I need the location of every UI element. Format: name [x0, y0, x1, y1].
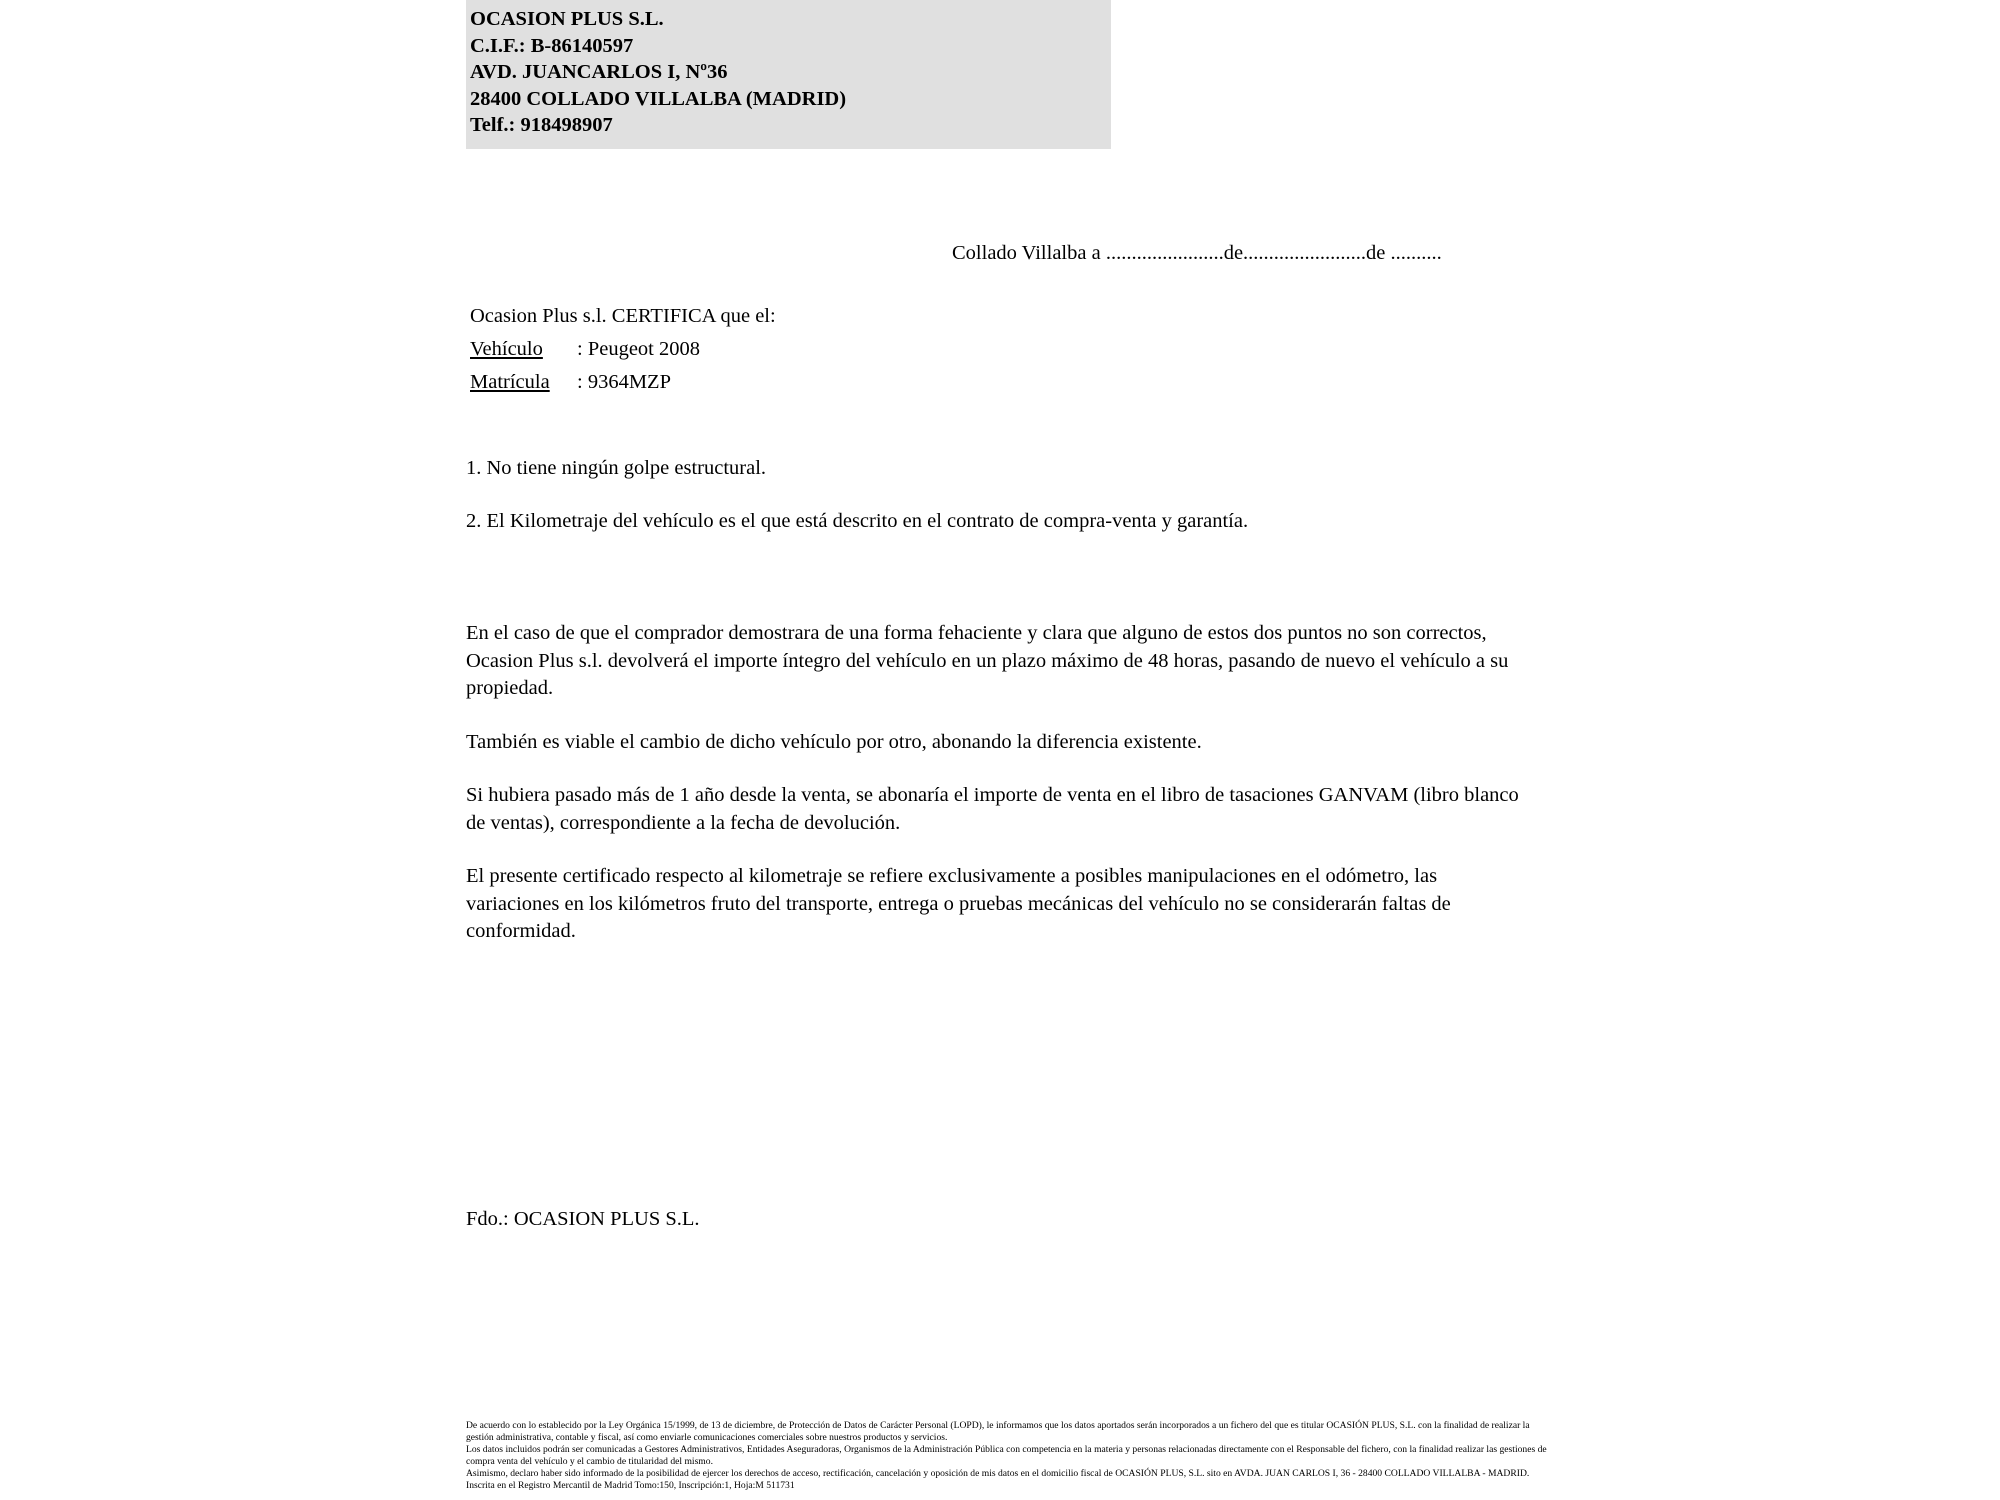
plate-label: Matrícula	[470, 371, 550, 393]
place-date-line: Collado Villalba a .......................de........................de ..........	[952, 242, 1442, 264]
legal-paragraph-2: Los datos incluidos podrán ser comunicadas a Gestores Administrativos, Entidades Aseguradoras, Organismos de la Administración Pública con competencia en la materia y personas relacionadas directamente con el Responsable del fichero, con la finalidad realizar las gestiones de compra venta del vehículo y el cambio de titularidad del mismo.	[466, 1444, 1547, 1467]
company-name: OCASION PLUS S.L.	[470, 8, 664, 30]
body-paragraphs	[466, 620, 1531, 972]
certification-block	[470, 300, 776, 399]
certified-point-1: 1. No tiene ningún golpe estructural.	[466, 457, 767, 479]
company-cif: C.I.F.: B-86140597	[470, 34, 634, 57]
vehicle-row	[470, 333, 776, 366]
company-city: 28400 COLLADO VILLALBA (MADRID)	[470, 87, 847, 110]
certified-points-list	[466, 455, 1566, 561]
paragraph-exchange: También es viable el cambio de dicho vehículo por otro, abonando la diferencia existente.	[466, 730, 1202, 753]
vehicle-value: : Peugeot 2008	[577, 338, 700, 360]
legal-footer	[466, 1420, 1556, 1493]
company-street: AVD. JUANCARLOS I, Nº36	[470, 61, 728, 83]
vehicle-label: Vehículo	[470, 338, 543, 360]
paragraph-refund: En el caso de que el comprador demostrara de una forma fehaciente y clara que alguno de estos dos puntos no son correctos, Ocasion Plus s.l. devolverá el importe íntegro del vehículo en un plazo máximo de 48 horas, pasando de nuevo el vehículo a su propiedad.	[466, 622, 1509, 699]
plate-value: : 9364MZP	[577, 371, 671, 393]
paragraph-ganvam: Si hubiera pasado más de 1 año desde la venta, se abonaría el importe de venta en el libro de tasaciones GANVAM (libro blanco de ventas), correspondiente a la fecha de devolución.	[466, 784, 1519, 834]
signature-line: Fdo.: OCASION PLUS S.L.	[466, 1208, 700, 1230]
legal-paragraph-3: Asimismo, declaro haber sido informado de la posibilidad de ejercer los derechos de acceso, rectificación, cancelación y oposición de mis datos en el domicilio fiscal de OCASIÓN PLUS, S.L. sito en AVDA. JUAN CARLOS I, 36 - 28400 COLLADO VILLALBA - MADRID. Inscrita en el Registro Mercantil de Madrid Tomo:150, Inscripción:1, Hoja:M 511731	[466, 1468, 1530, 1491]
company-phone: Telf.: 918498907	[470, 114, 613, 136]
certification-intro: Ocasion Plus s.l. CERTIFICA que el:	[470, 305, 776, 327]
plate-row	[470, 366, 776, 399]
letterhead-block	[466, 0, 1111, 149]
legal-paragraph-1: De acuerdo con lo establecido por la Ley Orgánica 15/1999, de 13 de diciembre, de Protección de Datos de Carácter Personal (LOPD), le informamos que los datos aportados serán incorporados a un fichero del que es titular OCASIÓN PLUS, S.L. con la finalidad de realizar la gestión administrativa, contable y fiscal, así como enviarle comunicaciones comerciales sobre nuestros productos y servicios.	[466, 1420, 1530, 1443]
paragraph-odometer: El presente certificado respecto al kilometraje se refiere exclusivamente a posibles manipulaciones en el odómetro, las variaciones en los kilómetros fruto del transporte, entrega o pruebas mecánicas del vehículo no se considerarán faltas de conformidad.	[466, 865, 1451, 942]
certified-point-2: 2. El Kilometraje del vehículo es el que está descrito en el contrato de compra-venta y garantía.	[466, 510, 1249, 532]
